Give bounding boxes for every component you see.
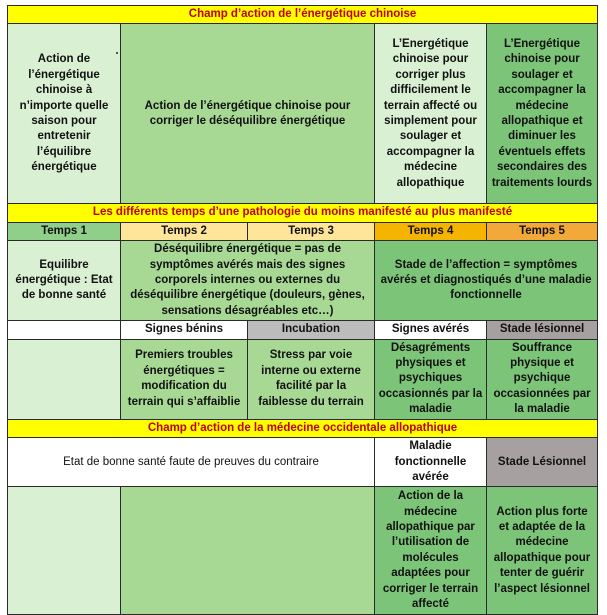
western-good-health: Etat de bonne santé faute de preuves du contraire <box>8 438 375 487</box>
state-balance: Equilibre énergétique : Etat de bonne santé <box>8 241 121 321</box>
detail-physical-discomfort: Désagréments physiques et psychiques occasionnés par la maladie <box>375 339 487 419</box>
western-lesional-stage: Stade Lésionnel <box>487 438 598 487</box>
western-state-row <box>8 438 598 487</box>
detail-stress: Stress par voie interne ou externe facilité par la faiblesse du terrain <box>248 339 375 419</box>
state-affection: Stade de l’affection = symptômes avérés et diagnostiqués d’une maladie fonctionnelle <box>375 241 598 321</box>
chinese-action-col1: Action de l’énergétique chinoise à n’importe quelle saison pour entretenir l’équilibre énergétique <box>8 24 121 204</box>
label-incubation: Incubation <box>248 321 375 339</box>
labels-row <box>8 321 598 339</box>
pathology-table <box>7 5 598 615</box>
chinese-action-col5: L’Energétique chinoise pour soulager et accompagner la médecine allopathique et diminuer les éventuels effets secondaires des traitements lourds <box>487 24 598 204</box>
western-action-col23 <box>121 487 375 615</box>
western-action-molecules: Action de la médecine allopathique par l’utilisation de molécules adaptées pour corriger le terrain affecté <box>375 487 487 615</box>
western-functional-disease: Maladie fonctionnelle avérée <box>375 438 487 487</box>
western-header-row <box>8 419 598 437</box>
detail-col1 <box>8 339 121 419</box>
chinese-action-col23: Action de l’énergétique chinoise pour corriger le déséquilibre énergétique <box>121 24 375 204</box>
time-2: Temps 2 <box>121 222 248 240</box>
times-section-header: Les différents temps d’une pathologie du moins manifesté au plus manifesté <box>8 204 598 222</box>
western-section-header: Champ d’action de la médecine occidentale allopathique <box>8 419 598 437</box>
detail-first-disorders: Premiers troubles énergétiques = modification du terrain qui s’affaiblie <box>121 339 248 419</box>
times-row <box>8 222 598 240</box>
label-empty <box>8 321 121 339</box>
western-action-stronger: Action plus forte et adaptée de la médecine allopathique pour tenter de guérir l’aspect lésionnel <box>487 487 598 615</box>
chinese-action-row <box>8 24 598 204</box>
western-action-row <box>8 487 598 615</box>
label-proven-signs: Signes avérés <box>375 321 487 339</box>
state-imbalance: Déséquilibre énergétique = pas de symptômes avérés mais des signes corporels internes ou externes du déséquilibre énergétique (douleurs, gènes, sensations désagréables etc…) <box>121 241 375 321</box>
detail-row <box>8 339 598 419</box>
stray-dot <box>116 52 118 54</box>
label-benign-signs: Signes bénins <box>121 321 248 339</box>
time-5: Temps 5 <box>487 222 598 240</box>
time-1: Temps 1 <box>8 222 121 240</box>
chinese-section-header: Champ d’action de l’énergétique chinoise <box>8 6 598 24</box>
label-lesional-stage: Stade lésionnel <box>487 321 598 339</box>
detail-suffering: Souffrance physique et psychique occasionnées par la maladie <box>487 339 598 419</box>
western-action-col1 <box>8 487 121 615</box>
time-3: Temps 3 <box>248 222 375 240</box>
states-row <box>8 241 598 321</box>
times-header-row <box>8 204 598 222</box>
chinese-header-row <box>8 6 598 24</box>
chinese-action-col4: L’Energétique chinoise pour corriger plus difficilement le terrain affecté ou simplement pour soulager et accompagner la médecine allopathique <box>375 24 487 204</box>
time-4: Temps 4 <box>375 222 487 240</box>
